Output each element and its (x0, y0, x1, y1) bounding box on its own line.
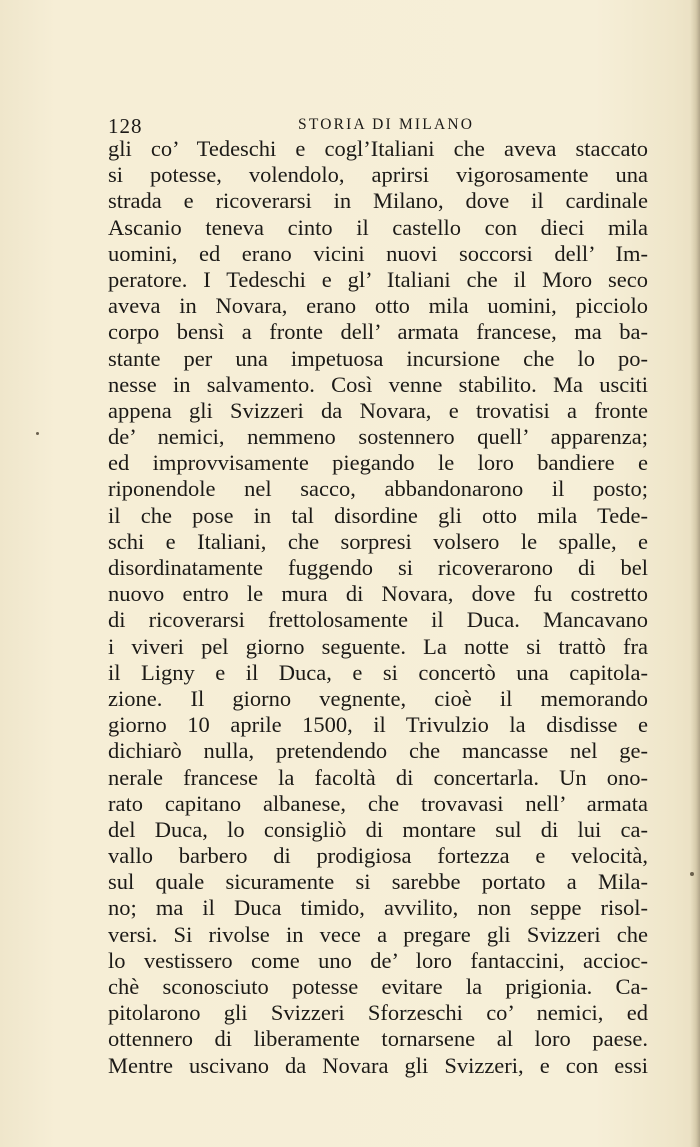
text-line: si potesse, volendolo, aprirsi vigorosamente una (108, 162, 648, 188)
running-title: STORIA DI MILANO (298, 116, 475, 133)
text-line: vallo barbero di prodigiosa fortezza e velocità, (108, 843, 648, 869)
text-line: il che pose in tal disordine gli otto mila Tede- (108, 502, 648, 528)
text-line: giorno 10 aprile 1500, il Trivulzio la disdisse e (108, 712, 648, 738)
text-line: il Ligny e il Duca, e si concertò una capitola- (108, 659, 648, 685)
text-line: pitolarono gli Svizzeri Sforzeschi co’ nemici, ed (108, 1000, 648, 1026)
text-line: ottennero di liberamente tornarsene al loro paese. (108, 1026, 648, 1052)
text-line: peratore. I Tedeschi e gl’ Italiani che il Moro seco (108, 266, 648, 292)
text-line: gli co’ Tedeschi e cogl’Italiani che aveva staccato (108, 136, 648, 161)
text-line: disordinatamente fuggendo si ricoverarono di bel (108, 555, 648, 580)
text-line: i viveri pel giorno seguente. La notte si trattò fra (108, 633, 648, 659)
text-line: corpo bensì a fronte dell’ armata francese, ma ba- (108, 319, 648, 345)
text-line: aveva in Novara, erano otto mila uomini, picciolo (108, 293, 648, 319)
text-line: Ascanio teneva cinto il castello con dieci mila (108, 214, 648, 240)
text-line: del Duca, lo consigliò di montare sul di lui ca- (108, 816, 648, 842)
text-line: de’ nemici, nemmeno sostennero quell’ apparenza; (108, 424, 648, 450)
text-line: nesse in salvamento. Così venne stabilito. Ma usciti (108, 371, 648, 397)
text-line: riponendole nel sacco, abbandonarono il posto; (108, 476, 648, 502)
text-line: rato capitano albanese, che trovavasi nell’ armata (108, 790, 648, 816)
text-line: nerale francese la facoltà di concertarla. Un ono- (108, 764, 648, 790)
page-header (108, 114, 480, 138)
text-line: Mentre uscivano da Novara gli Svizzeri, e con essi (108, 1052, 648, 1078)
text-line: no; ma il Duca timido, avvilito, non seppe risol- (108, 895, 648, 921)
page-edge-shadow (690, 0, 700, 1147)
text-line: lo vestissero come uno de’ loro fantaccini, accioc- (108, 947, 648, 973)
body-text (108, 136, 648, 1079)
text-line: sul quale sicuramente si sarebbe portato a Mila- (108, 869, 648, 895)
text-line: chè sconosciuto potesse evitare la prigionia. Ca- (108, 974, 648, 999)
text-line: ed improvvisamente piegando le loro bandiere e (108, 450, 648, 476)
text-line: nuovo entro le mura di Novara, dove fu costretto (108, 581, 648, 607)
text-line: stante per una impetuosa incursione che lo po- (108, 345, 648, 371)
text-line: versi. Si rivolse in vece a pregare gli Svizzeri che (108, 921, 648, 947)
page-number: 128 (108, 114, 143, 138)
text-line: schi e Italiani, che sorpresi volsero le spalle, e (108, 528, 648, 554)
text-line: uomini, ed erano vicini nuovi soccorsi dell’ Im- (108, 240, 648, 266)
text-line: zione. Il giorno vegnente, cioè il memorando (108, 685, 648, 711)
text-line: appena gli Svizzeri da Novara, e trovatisi a fronte (108, 397, 648, 423)
text-line: di ricoverarsi frettolosamente il Duca. Mancavano (108, 607, 648, 633)
text-line: strada e ricoverarsi in Milano, dove il cardinale (108, 188, 648, 214)
text-line: dichiarò nulla, pretendendo che mancasse nel ge- (108, 738, 648, 764)
paper-speck (36, 432, 39, 435)
